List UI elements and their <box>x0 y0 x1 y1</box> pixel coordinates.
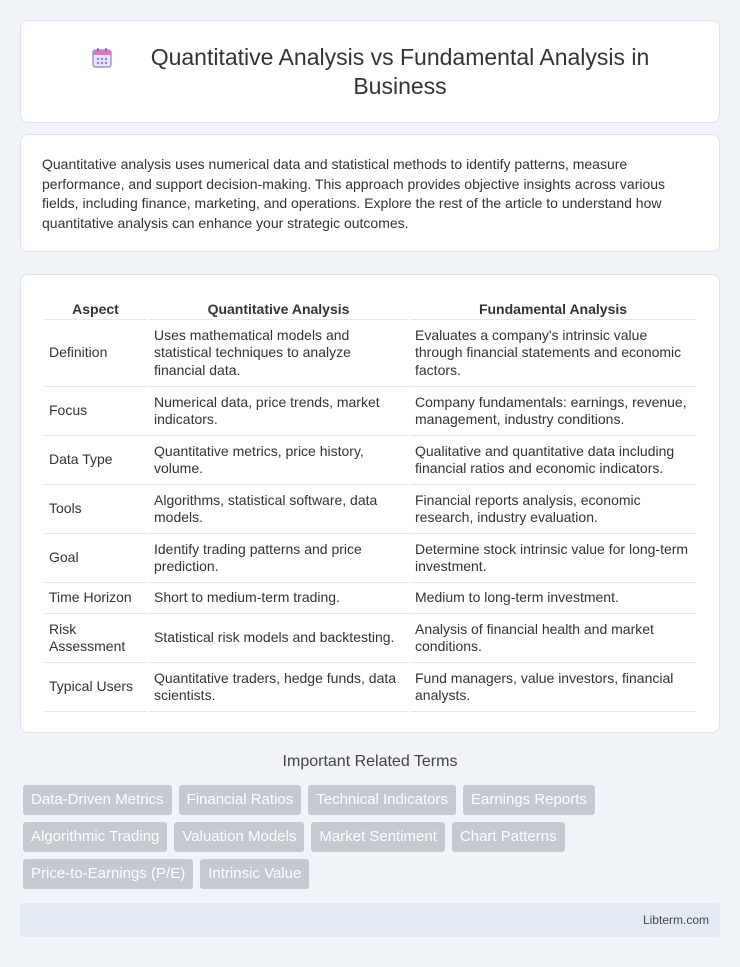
intro-card <box>20 134 720 252</box>
table-header-row <box>44 295 696 320</box>
comparison-table-card <box>20 274 720 733</box>
row-quantitative: Identify trading patterns and price prediction. <box>149 534 408 583</box>
footer <box>20 903 720 937</box>
row-aspect: Risk Assessment <box>44 614 147 663</box>
related-terms-list <box>23 785 643 889</box>
row-quantitative: Numerical data, price trends, market indicators. <box>149 387 408 436</box>
header-quantitative: Quantitative Analysis <box>149 295 408 320</box>
related-term-tag[interactable]: Data-Driven Metrics <box>23 785 172 815</box>
related-term-tag[interactable]: Valuation Models <box>174 822 304 852</box>
row-aspect: Definition <box>44 320 147 387</box>
table-row <box>44 387 696 436</box>
row-aspect: Time Horizon <box>44 583 147 614</box>
intro-paragraph: Quantitative analysis uses numerical data and statistical methods to identify patterns, measure performance, and support decision-making. This approach provides objective insights across various fields, including finance, marketing, and operations. Explore the rest of the article to understand how quantitative analysis can enhance your strategic outcomes. <box>42 156 666 231</box>
row-fundamental: Analysis of financial health and market conditions. <box>410 614 696 663</box>
row-quantitative: Short to medium-term trading. <box>149 583 408 614</box>
table-row <box>44 663 696 712</box>
row-aspect: Tools <box>44 485 147 534</box>
page-title: Quantitative Analysis vs Fundamental Analysis in Business <box>150 44 650 99</box>
footer-brand[interactable]: Libterm.com <box>642 913 709 927</box>
row-quantitative: Statistical risk models and backtesting. <box>149 614 408 663</box>
row-fundamental: Evaluates a company's intrinsic value through financial statements and economic factors. <box>410 320 696 387</box>
related-term-tag[interactable]: Chart Patterns <box>452 822 565 852</box>
row-fundamental: Company fundamentals: earnings, revenue, management, industry conditions. <box>410 387 696 436</box>
row-fundamental: Qualitative and quantitative data including financial ratios and economic indicators. <box>410 436 696 485</box>
related-term-tag[interactable]: Financial Ratios <box>179 785 302 815</box>
related-term-tag[interactable]: Price-to-Earnings (P/E) <box>23 859 193 889</box>
row-fundamental: Financial reports analysis, economic research, industry evaluation. <box>410 485 696 534</box>
table-row <box>44 485 696 534</box>
header-aspect: Aspect <box>44 295 147 320</box>
row-quantitative: Uses mathematical models and statistical techniques to analyze financial data. <box>149 320 408 387</box>
row-aspect: Goal <box>44 534 147 583</box>
table-row <box>44 583 696 614</box>
comparison-table <box>42 295 698 712</box>
row-quantitative: Quantitative traders, hedge funds, data scientists. <box>149 663 408 712</box>
related-term-tag[interactable]: Earnings Reports <box>463 785 595 815</box>
table-row <box>44 614 696 663</box>
row-aspect: Typical Users <box>44 663 147 712</box>
header-fundamental: Fundamental Analysis <box>410 295 696 320</box>
header-card <box>20 20 720 123</box>
table-row <box>44 534 696 583</box>
row-quantitative: Quantitative metrics, price history, volume. <box>149 436 408 485</box>
row-fundamental: Medium to long-term investment. <box>410 583 696 614</box>
row-fundamental: Determine stock intrinsic value for long-term investment. <box>410 534 696 583</box>
related-term-tag[interactable]: Market Sentiment <box>311 822 445 852</box>
related-term-tag[interactable]: Intrinsic Value <box>200 859 309 889</box>
row-aspect: Focus <box>44 387 147 436</box>
row-aspect: Data Type <box>44 436 147 485</box>
related-term-tag[interactable]: Algorithmic Trading <box>23 822 167 852</box>
row-fundamental: Fund managers, value investors, financial analysts. <box>410 663 696 712</box>
row-quantitative: Algorithms, statistical software, data models. <box>149 485 408 534</box>
table-row <box>44 436 696 485</box>
related-term-tag[interactable]: Technical Indicators <box>308 785 456 815</box>
table-row <box>44 320 696 387</box>
related-terms-title: Important Related Terms <box>282 753 458 770</box>
